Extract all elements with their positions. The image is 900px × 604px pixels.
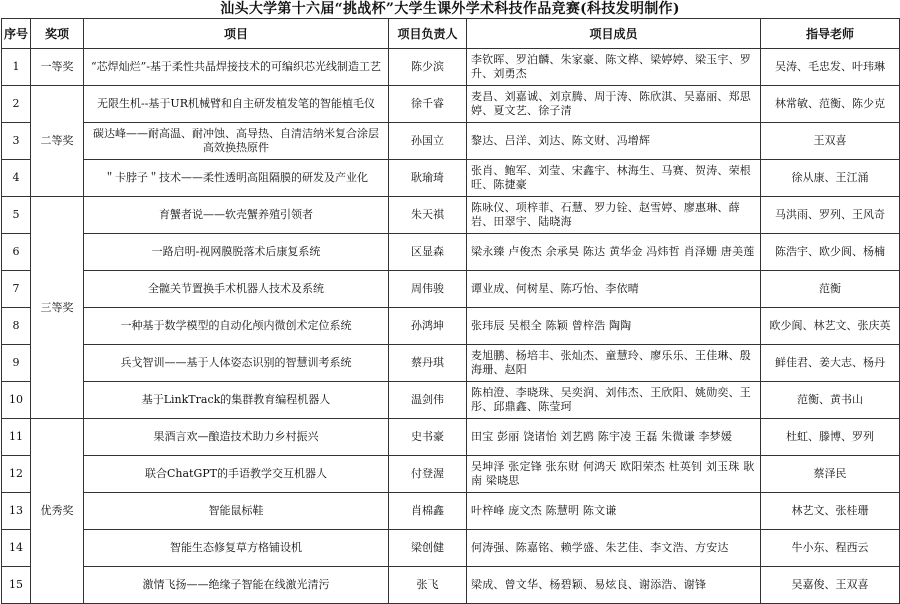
table-row	[2, 382, 900, 419]
cell-no: 4	[2, 160, 31, 197]
cell-advisor: 杜虹、滕博、罗列	[761, 419, 900, 456]
cell-project: ＂卡脖子＂技术——柔性透明高阻隔膜的研发及产业化	[84, 160, 389, 197]
header-advisor: 指导老师	[761, 19, 900, 49]
cell-project: 碳达峰——耐高温、耐冲蚀、高导热、自清洁纳米复合涂层高效换热原件	[84, 123, 389, 160]
cell-members: 田宝 彭丽 饶诸怡 刘艺鸥 陈宇凌 王磊 朱微谦 李梦媛	[467, 419, 761, 456]
cell-members: 梁成、曾文华、杨碧颖、易炫良、谢添浩、谢锋	[467, 567, 761, 604]
cell-advisor: 徐从康、王江涌	[761, 160, 900, 197]
cell-members: 陈咏仪、项梓菲、石慧、罗力铨、赵雪婷、廖惠琳、薛岩、田翠宇、陆晓海	[467, 197, 761, 234]
cell-project: 基于LinkTrack的集群教育编程机器人	[84, 382, 389, 419]
cell-project: 联合ChatGPT的手语教学交互机器人	[84, 456, 389, 493]
cell-leader: 周伟骏	[389, 271, 467, 308]
cell-no: 5	[2, 197, 31, 234]
table-row	[2, 493, 900, 530]
awards-table	[1, 18, 900, 604]
cell-advisor: 范衡	[761, 271, 900, 308]
cell-no: 13	[2, 493, 31, 530]
table-row	[2, 456, 900, 493]
cell-no: 3	[2, 123, 31, 160]
table-row	[2, 530, 900, 567]
cell-members: 叶梓峰 庞文杰 陈慧明 陈文谦	[467, 493, 761, 530]
cell-project: 智能鼠标鞋	[84, 493, 389, 530]
table-row	[2, 49, 900, 86]
cell-advisor: 蔡泽民	[761, 456, 900, 493]
cell-project: 果酒言欢—酿造技术助力乡村振兴	[84, 419, 389, 456]
cell-leader: 蔡丹琪	[389, 345, 467, 382]
cell-leader: 孙鸿坤	[389, 308, 467, 345]
cell-members: 麦旭鹏、杨培丰、张灿杰、童慧玲、廖乐乐、王佳琳、殷海珊、赵阳	[467, 345, 761, 382]
cell-leader: 徐千睿	[389, 86, 467, 123]
cell-advisor: 王双喜	[761, 123, 900, 160]
cell-members: 陈柏澄、李晓珠、吴奕润、刘伟杰、王欣阳、姚勋奕、王彤、邱鼎鑫、陈莹珂	[467, 382, 761, 419]
cell-members: 张肖、鲍军、刘莹、宋鑫宇、林海生、马赛、贺涛、荣根旺、陈捷豪	[467, 160, 761, 197]
cell-advisor: 牛小东、程西云	[761, 530, 900, 567]
cell-advisor: 林常敏、范衡、陈少克	[761, 86, 900, 123]
cell-leader: 肖棉鑫	[389, 493, 467, 530]
award-second: 二等奖	[31, 86, 84, 197]
cell-leader: 孙国立	[389, 123, 467, 160]
award-excellent: 优秀奖	[31, 419, 84, 604]
cell-project: 一种基于数学模型的自动化颅内微创术定位系统	[84, 308, 389, 345]
cell-no: 12	[2, 456, 31, 493]
cell-no: 10	[2, 382, 31, 419]
cell-no: 2	[2, 86, 31, 123]
cell-leader: 朱天祺	[389, 197, 467, 234]
table-row	[2, 86, 900, 123]
cell-project: 一路启明-视网膜脱落术后康复系统	[84, 234, 389, 271]
table-row	[2, 160, 900, 197]
table-row	[2, 419, 900, 456]
table-row	[2, 197, 900, 234]
document-title: 汕头大学第十六届“挑战杯”大学生课外学术科技作品竞赛(科技发明制作)	[220, 1, 680, 17]
cell-no: 15	[2, 567, 31, 604]
cell-advisor: 林艺文、张桂珊	[761, 493, 900, 530]
cell-no: 11	[2, 419, 31, 456]
cell-no: 7	[2, 271, 31, 308]
cell-leader: 耿瑜琦	[389, 160, 467, 197]
cell-leader: 张飞	[389, 567, 467, 604]
table-row	[2, 308, 900, 345]
cell-project: 激情飞扬——绝缘子智能在线激光清污	[84, 567, 389, 604]
award-third: 三等奖	[31, 197, 84, 419]
cell-leader: 付登渥	[389, 456, 467, 493]
cell-project: “芯焊灿烂”-基于柔性共晶焊接技术的可编织芯光线制造工艺	[84, 49, 389, 86]
cell-advisor: 欧少阆、林艺文、张庆英	[761, 308, 900, 345]
cell-project: 兵戈智训——基于人体姿态识别的智慧训考系统	[84, 345, 389, 382]
cell-no: 9	[2, 345, 31, 382]
cell-leader: 史书豪	[389, 419, 467, 456]
table-row	[2, 345, 900, 382]
header-row	[2, 19, 900, 49]
cell-advisor: 鲜佳君、姜大志、杨丹	[761, 345, 900, 382]
cell-advisor: 吴嘉俊、王双喜	[761, 567, 900, 604]
header-members: 项目成员	[467, 19, 761, 49]
cell-members: 梁永臻 卢俊杰 余承昊 陈达 黄华金 冯炜哲 肖泽姗 唐美莲	[467, 234, 761, 271]
header-award: 奖项	[31, 19, 84, 49]
cell-members: 吴坤泽 张定锋 张东财 何鸿天 欧阳荣杰 杜英钊 刘玉珠 耿南 梁晓思	[467, 456, 761, 493]
cell-members: 李钦晖、罗泊麟、朱家豪、陈文桦、梁婷婷、梁玉宇、罗升、刘勇杰	[467, 49, 761, 86]
cell-leader: 梁创健	[389, 530, 467, 567]
award-first: 一等奖	[31, 49, 84, 86]
cell-no: 14	[2, 530, 31, 567]
table-row	[2, 123, 900, 160]
cell-members: 何涛强、陈嘉铭、赖学盛、朱艺佳、李文浩、方安达	[467, 530, 761, 567]
cell-advisor: 马洪雨、罗列、王风奇	[761, 197, 900, 234]
cell-no: 6	[2, 234, 31, 271]
cell-members: 谭业成、何树星、陈巧怡、李依晴	[467, 271, 761, 308]
cell-leader: 区显森	[389, 234, 467, 271]
cell-project: 育蟹者说——软壳蟹养殖引领者	[84, 197, 389, 234]
cell-leader: 陈少滨	[389, 49, 467, 86]
cell-members: 张玮辰 吴根全 陈颖 曾梓浩 陶陶	[467, 308, 761, 345]
table-row	[2, 567, 900, 604]
cell-advisor: 范衡、黄书山	[761, 382, 900, 419]
header-leader: 项目负责人	[389, 19, 467, 49]
cell-members: 麦昌、刘嘉诚、刘京腾、周于涛、陈欣淇、吴嘉丽、郑思婷、夏文艺、徐子清	[467, 86, 761, 123]
table-row	[2, 234, 900, 271]
cell-members: 黎达、吕洋、刘达、陈文财、冯增辉	[467, 123, 761, 160]
header-project: 项目	[84, 19, 389, 49]
cell-project: 智能生态修复草方格铺设机	[84, 530, 389, 567]
cell-project: 全髋关节置换手术机器人技术及系统	[84, 271, 389, 308]
cell-advisor: 吴涛、毛忠发、叶玮琳	[761, 49, 900, 86]
cell-no: 8	[2, 308, 31, 345]
cell-project: 无限生机--基于UR机械臂和自主研发植发笔的智能植毛仪	[84, 86, 389, 123]
cell-advisor: 陈浩宇、欧少阆、杨楠	[761, 234, 900, 271]
header-no: 序号	[2, 19, 31, 49]
cell-leader: 温剑伟	[389, 382, 467, 419]
table-row	[2, 271, 900, 308]
cell-no: 1	[2, 49, 31, 86]
